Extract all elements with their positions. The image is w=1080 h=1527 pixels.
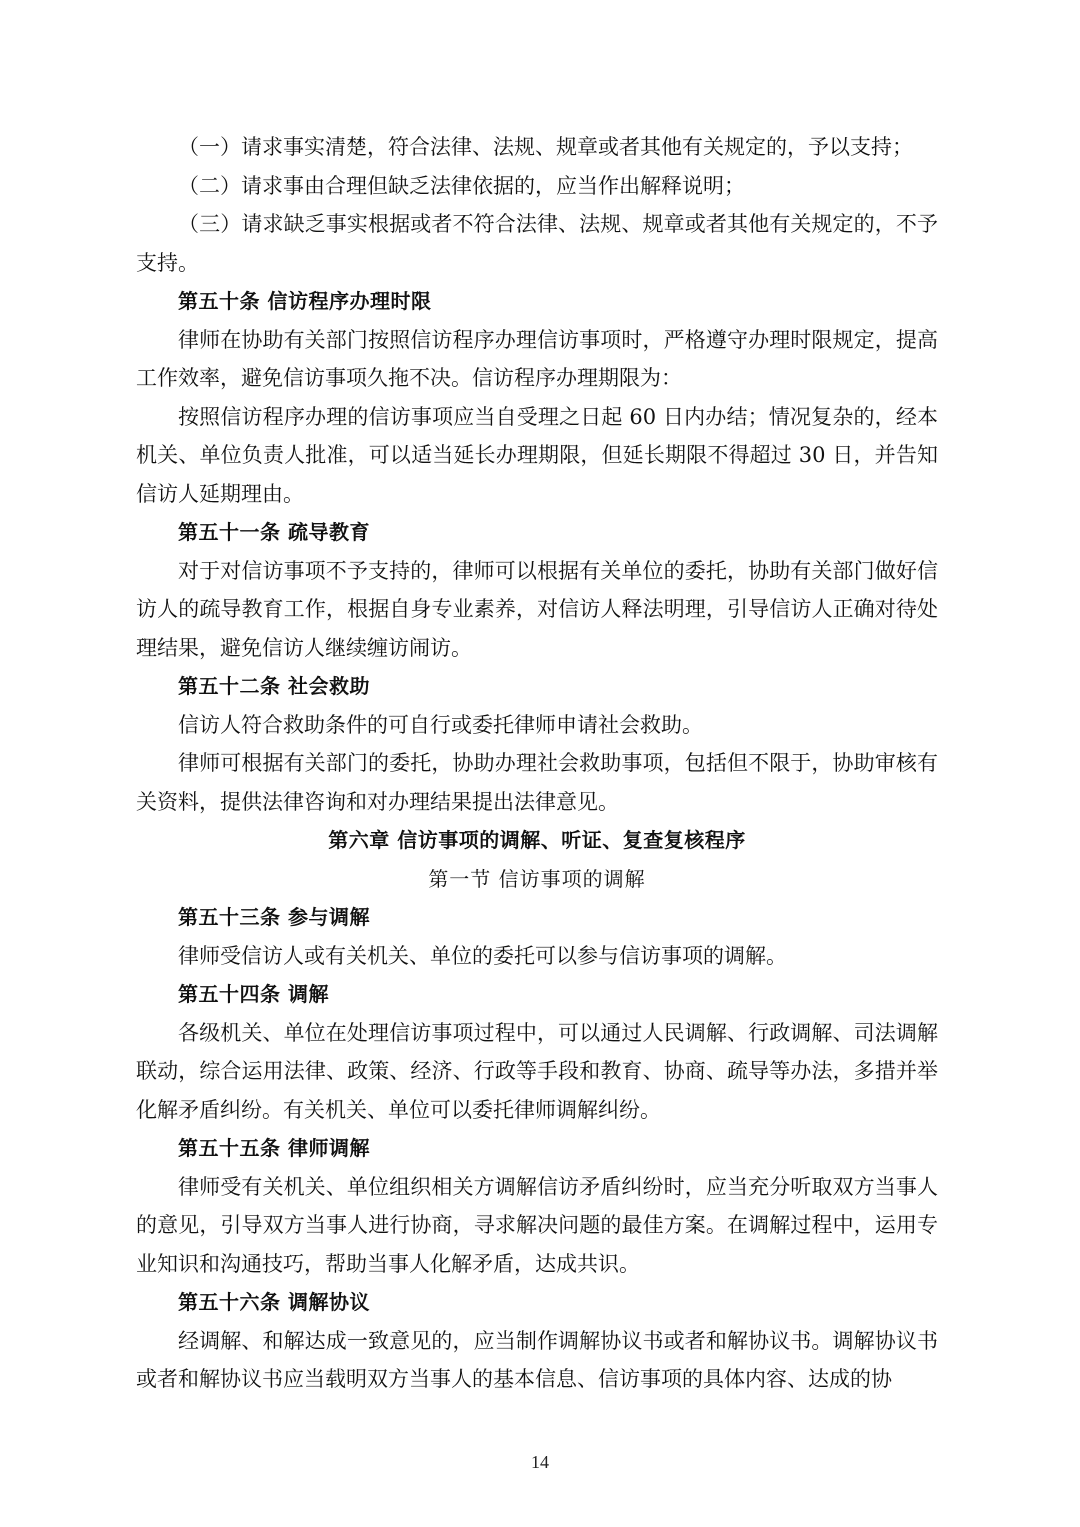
article-52-paragraph-2: 律师可根据有关部门的委托，协助办理社会救助事项，包括但不限于，协助审核有关资料，提供法律咨询和对办理结果提出法律意见。 [136, 751, 938, 814]
article-50-heading: 第五十条 信访程序办理时限 [178, 289, 432, 313]
article-52-heading: 第五十二条 社会救助 [178, 674, 370, 698]
article-54-heading: 第五十四条 调解 [178, 982, 329, 1006]
clause-item-2: （二）请求事由合理但缺乏法律依据的，应当作出解释说明； [178, 173, 745, 198]
article-53-heading: 第五十三条 参与调解 [178, 905, 370, 929]
document-body [136, 128, 938, 1399]
section-1-title: 第一节 信访事项的调解 [428, 866, 646, 891]
article-55-heading: 第五十五条 律师调解 [178, 1136, 370, 1160]
clause-item-1: （一）请求事实清楚，符合法律、法规、规章或者其他有关规定的，予以支持； [178, 135, 913, 159]
chapter-6-title: 第六章 信访事项的调解、听证、复查复核程序 [328, 828, 746, 852]
article-50-paragraph-1: 律师在协助有关部门按照信访程序办理信访事项时，严格遵守办理时限规定，提高工作效率，避免信访事项久拖不决。信访程序办理期限为： [136, 327, 938, 390]
article-54-paragraph: 各级机关、单位在处理信访事项过程中，可以通过人民调解、行政调解、司法调解联动，综合运用法律、政策、经济、行政等手段和教育、协商、疏导等办法，多措并举化解矛盾纠纷。有关机关、单位可以委托律师调解纠纷。 [136, 1020, 938, 1122]
article-56-paragraph: 经调解、和解达成一致意见的，应当制作调解协议书或者和解协议书。调解协议书或者和解协议书应当载明双方当事人的基本信息、信访事项的具体内容、达成的协 [136, 1328, 938, 1391]
article-50-paragraph-2: 按照信访程序办理的信访事项应当自受理之日起 60 日内办结；情况复杂的，经本机关、单位负责人批准，可以适当延长办理期限，但延长期限不得超过 30 日，并告知信访人延期理由。 [136, 404, 938, 506]
article-55-paragraph: 律师受有关机关、单位组织相关方调解信访矛盾纠纷时，应当充分听取双方当事人的意见，引导双方当事人进行协商，寻求解决问题的最佳方案。在调解过程中，运用专业知识和沟通技巧，帮助当事人化解矛盾，达成共识。 [136, 1174, 938, 1276]
article-52-paragraph-1: 信访人符合救助条件的可自行或委托律师申请社会救助。 [178, 712, 703, 737]
article-53-paragraph: 律师受信访人或有关机关、单位的委托可以参与信访事项的调解。 [178, 943, 787, 968]
article-56-heading: 第五十六条 调解协议 [178, 1290, 370, 1314]
clause-item-3: （三）请求缺乏事实根据或者不符合法律、法规、规章或者其他有关规定的，不予支持。 [136, 212, 938, 275]
page-number: 14 [531, 1452, 549, 1472]
article-51-heading: 第五十一条 疏导教育 [178, 520, 370, 544]
article-51-paragraph: 对于对信访事项不予支持的，律师可以根据有关单位的委托，协助有关部门做好信访人的疏导教育工作，根据自身专业素养，对信访人释法明理，引导信访人正确对待处理结果，避免信访人继续缠访闹访。 [136, 558, 938, 660]
